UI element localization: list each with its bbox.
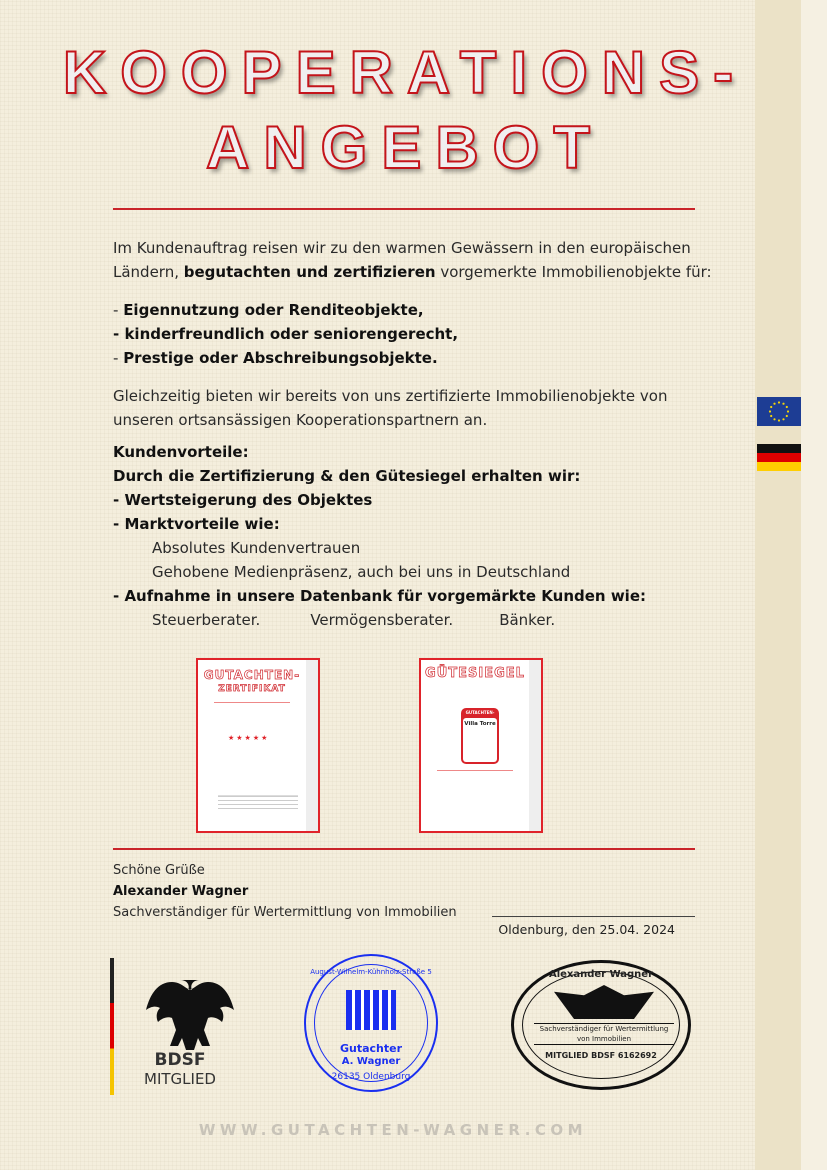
- thumb-rule: [437, 770, 513, 771]
- divider: [113, 208, 695, 210]
- website-url[interactable]: WWW.GUTACHTEN-WAGNER.COM: [198, 1121, 588, 1139]
- paragraph-line: unseren ortsansässigen Kooperationspartnern an.: [113, 411, 488, 429]
- intro-text: Ländern,: [113, 263, 184, 281]
- eu-star: [786, 406, 788, 408]
- eu-star: [787, 410, 789, 412]
- list-item: [113, 346, 458, 370]
- intro-line-2: [113, 260, 712, 284]
- seal-member: MITGLIED BDSF 6162692: [545, 1051, 657, 1060]
- stamp-name: Gutachter: [339, 1042, 403, 1055]
- stamp-name-2: A. Wagner: [341, 1056, 401, 1067]
- client-type: Vermögensberater.: [310, 611, 454, 629]
- benefit-item: - Aufnahme in unsere Datenbank für vorgemärkte Kunden wie:: [113, 587, 646, 605]
- list-dash: -: [113, 349, 124, 367]
- greeting: Schöne Grüße: [113, 863, 205, 878]
- seal-name: Alexander Wagner: [548, 969, 654, 980]
- client-types: [113, 608, 646, 632]
- usage-list: [113, 298, 458, 370]
- stamp-city: 26135 Oldenburg: [331, 1072, 411, 1082]
- stamp-street: August-Wilhelm-Kühnholz-Straße 5: [310, 968, 432, 976]
- eu-star: [773, 418, 775, 420]
- eu-star: [786, 415, 788, 417]
- signature-line: [492, 916, 695, 917]
- title-line-2: ANGEBOT: [206, 114, 604, 181]
- benefit-item: - Wertsteigerung des Objektes: [113, 491, 373, 509]
- benefit-item: - Marktvorteile wie:: [113, 515, 280, 533]
- list-text: - kinderfreundlich oder seniorengerecht,: [113, 325, 459, 343]
- badge-title: GUTACHTEN-: [465, 710, 495, 715]
- divider: [113, 848, 695, 850]
- intro-paragraph: [113, 236, 712, 284]
- intro-line-1: Im Kundenauftrag reisen wir zu den warmen Gewässern in den europäischen: [113, 239, 691, 257]
- certificate-thumbnail[interactable]: [196, 658, 320, 833]
- bdsf-label: BDSF: [154, 1050, 206, 1070]
- eu-star: [770, 406, 772, 408]
- list-item: [113, 298, 458, 322]
- eu-star: [782, 418, 784, 420]
- list-text: Prestige oder Abschreibungsobjekte.: [123, 349, 438, 367]
- thumb-title: GUTACHTEN-: [203, 668, 301, 682]
- list-dash: -: [113, 301, 124, 319]
- quality-seal-thumbnail[interactable]: [419, 658, 543, 833]
- eu-star: [773, 403, 775, 405]
- intro-bold: begutachten und zertifizieren: [183, 263, 436, 281]
- mitglied-label: MITGLIED: [144, 1070, 216, 1088]
- eu-star: [778, 401, 780, 403]
- badge-name: Villa Torre: [463, 718, 497, 762]
- intro-text-end: vorgemerkte Immobilienobjekte für:: [435, 263, 712, 281]
- benefits-heading: Kundenvorteile:: [113, 443, 249, 461]
- seal-badge: [461, 708, 499, 764]
- thumb-rule: [214, 702, 290, 703]
- house-icon: [346, 990, 396, 1030]
- thumb-subtitle: ZERTIFIKAT: [218, 684, 286, 694]
- client-type: Bänker.: [499, 611, 556, 629]
- bdsf-seal: [511, 960, 691, 1090]
- thumb-sidebar: [529, 660, 541, 831]
- gutachter-stamp: [304, 954, 438, 1092]
- benefits-subheading: Durch die Zertifizierung & den Gütesiegel erhalten wir:: [113, 467, 581, 485]
- thumb-text: [218, 795, 298, 809]
- benefit-subitem: Absolutes Kundenvertrauen: [152, 539, 361, 557]
- benefit-subitem: Gehobene Medienpräsenz, auch bei uns in Deutschland: [152, 563, 571, 581]
- client-type: Steuerberater.: [152, 611, 261, 629]
- list-item: [113, 322, 458, 346]
- eu-flag-icon: [757, 397, 801, 426]
- thumb-title: GÜTESIEGEL: [425, 666, 525, 681]
- paragraph-line: Gleichzeitig bieten wir bereits von uns zertifizierte Immobilienobjekte von: [113, 387, 668, 405]
- eu-star: [770, 415, 772, 417]
- title-line-1: KOOPERATIONS-: [62, 39, 748, 106]
- benefits-section: [113, 440, 646, 632]
- eu-star: [782, 403, 784, 405]
- partner-paragraph: [113, 384, 667, 432]
- flag-bar: [110, 958, 114, 1095]
- rating-stars: ★★★★★: [228, 734, 270, 742]
- place-date: Oldenburg, den 25.04. 2024: [498, 922, 675, 937]
- closing: [113, 860, 457, 923]
- list-text: Eigennutzung oder Renditeobjekte,: [123, 301, 424, 319]
- thumb-sidebar: [306, 660, 318, 831]
- signer-name: Alexander Wagner: [113, 884, 249, 899]
- eagle-icon: [122, 975, 238, 1060]
- seal-text: Sachverständiger für Wertermittlung von Immobilien: [534, 1023, 674, 1045]
- signer-role: Sachverständiger für Wertermittlung von Immobilien: [113, 905, 457, 920]
- german-flag-icon: [757, 444, 801, 471]
- eu-star: [778, 419, 780, 421]
- eu-star: [769, 410, 771, 412]
